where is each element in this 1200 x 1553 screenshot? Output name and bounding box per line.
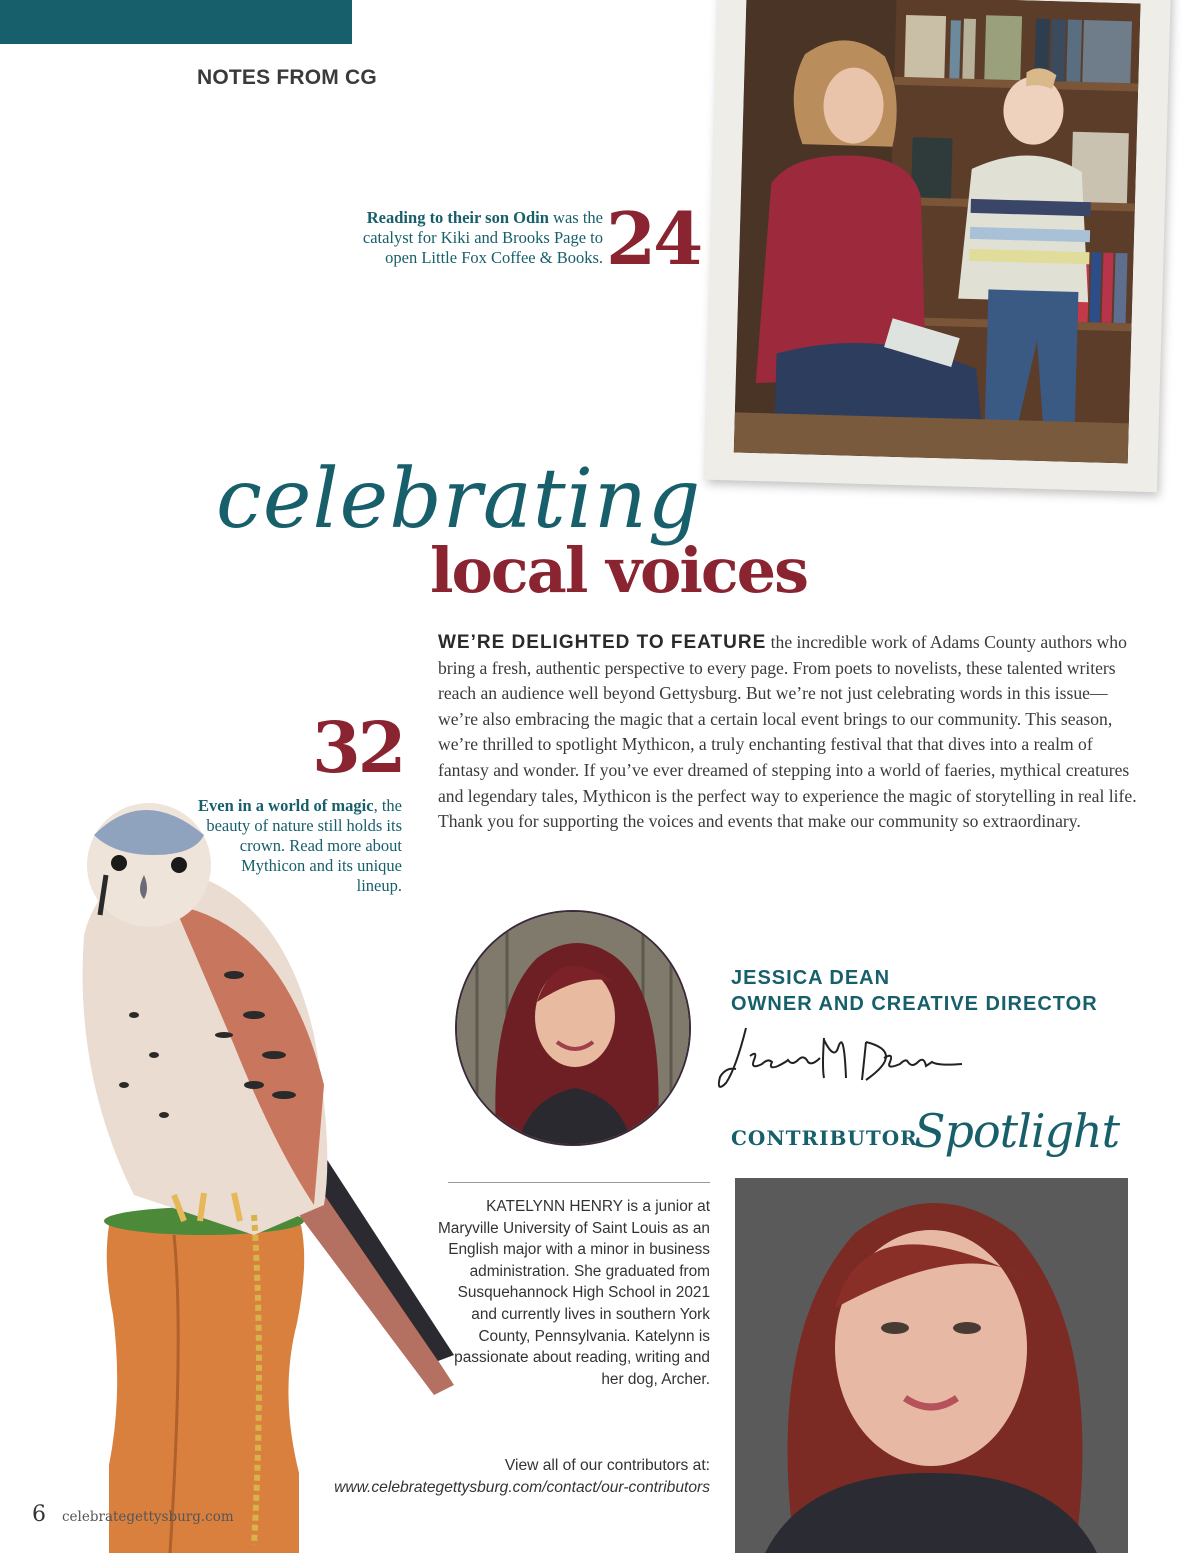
contributors-link-block — [300, 1455, 710, 1499]
page-number: 6 — [32, 1502, 46, 1527]
bookstore-photo-illustration — [734, 0, 1141, 463]
editor-credit — [731, 965, 1098, 1017]
editor-signature — [716, 1018, 966, 1098]
editor-letter — [438, 630, 1138, 835]
teaser-page-24 — [330, 208, 603, 268]
teaser-24-text: was the catalyst for Kiki and Brooks Page to open Little Fox Coffee & Books. — [362, 208, 603, 267]
divider — [448, 1182, 710, 1183]
teaser-24-bold: Reading to their son Odin — [366, 208, 549, 227]
letter-body: the incredible work of Adams County authors who bring a fresh, authentic perspective to every page. From poets to novelists, these talented writers reach an audience well beyond Gettysburg. But we’re not just celebrating words in this issue—we’re also embracing the magic that a certain local event brings to our community. This season, we’re thrilled to spotlight Mythicon, a truly enchanting festival that that dives into a realm of fantasy and wonder. If you’ve ever dreamed of stepping into a world of faeries, mythical creatures and legendary tales, Mythicon is the perfect way to experience the magic of storytelling in real life. Thank you for supporting the voices and events that make our community so extraordinary. — [438, 632, 1137, 832]
view-all-label: View all of our contributors at: — [504, 1457, 710, 1474]
editor-portrait — [455, 910, 691, 1146]
contributor-heading-word: CONTRIBUTOR — [731, 1126, 918, 1150]
contributor-heading-script: Spotlight — [914, 1104, 1120, 1158]
editor-title: OWNER AND CREATIVE DIRECTOR — [731, 993, 1098, 1015]
contributors-url[interactable]: www.celebrategettysburg.com/contact/our-contributors — [334, 1479, 710, 1496]
kestrel-photo — [54, 795, 474, 1553]
bookstore-photo-frame — [705, 0, 1171, 492]
headline-line-1: celebrating — [216, 452, 702, 547]
teaser-32-text: , the beauty of nature still holds its crown. Read more about Mythicon and its unique lineup. — [206, 796, 402, 895]
bookstore-photo — [734, 0, 1141, 463]
letter-lead-in: WE’RE DELIGHTED TO FEATURE — [438, 632, 767, 653]
footer-site: celebrategettysburg.com — [62, 1509, 234, 1525]
section-label: NOTES FROM CG — [197, 66, 377, 89]
header-bar — [0, 0, 352, 44]
teaser-32-bold: Even in a world of magic — [198, 796, 374, 815]
kestrel-illustration — [54, 795, 474, 1553]
headline-line-2: local voices — [430, 534, 808, 607]
editor-portrait-illustration — [457, 912, 691, 1146]
editor-name: JESSICA DEAN — [731, 967, 891, 989]
contributor-photo-illustration — [735, 1178, 1128, 1553]
contributor-bio: KATELYNN HENRY is a junior at Maryville University of Saint Louis as an English major with a minor in business administration. She graduated from Susquehannock High School in 2021 and currently lives in southern York County, Pennsylvania. Katelynn is passionate about reading, writing and her dog, Archer. — [437, 1198, 710, 1388]
teaser-32-number: 32 — [312, 706, 404, 789]
contributor-photo — [735, 1178, 1128, 1553]
teaser-24-number: 24 — [606, 196, 701, 281]
